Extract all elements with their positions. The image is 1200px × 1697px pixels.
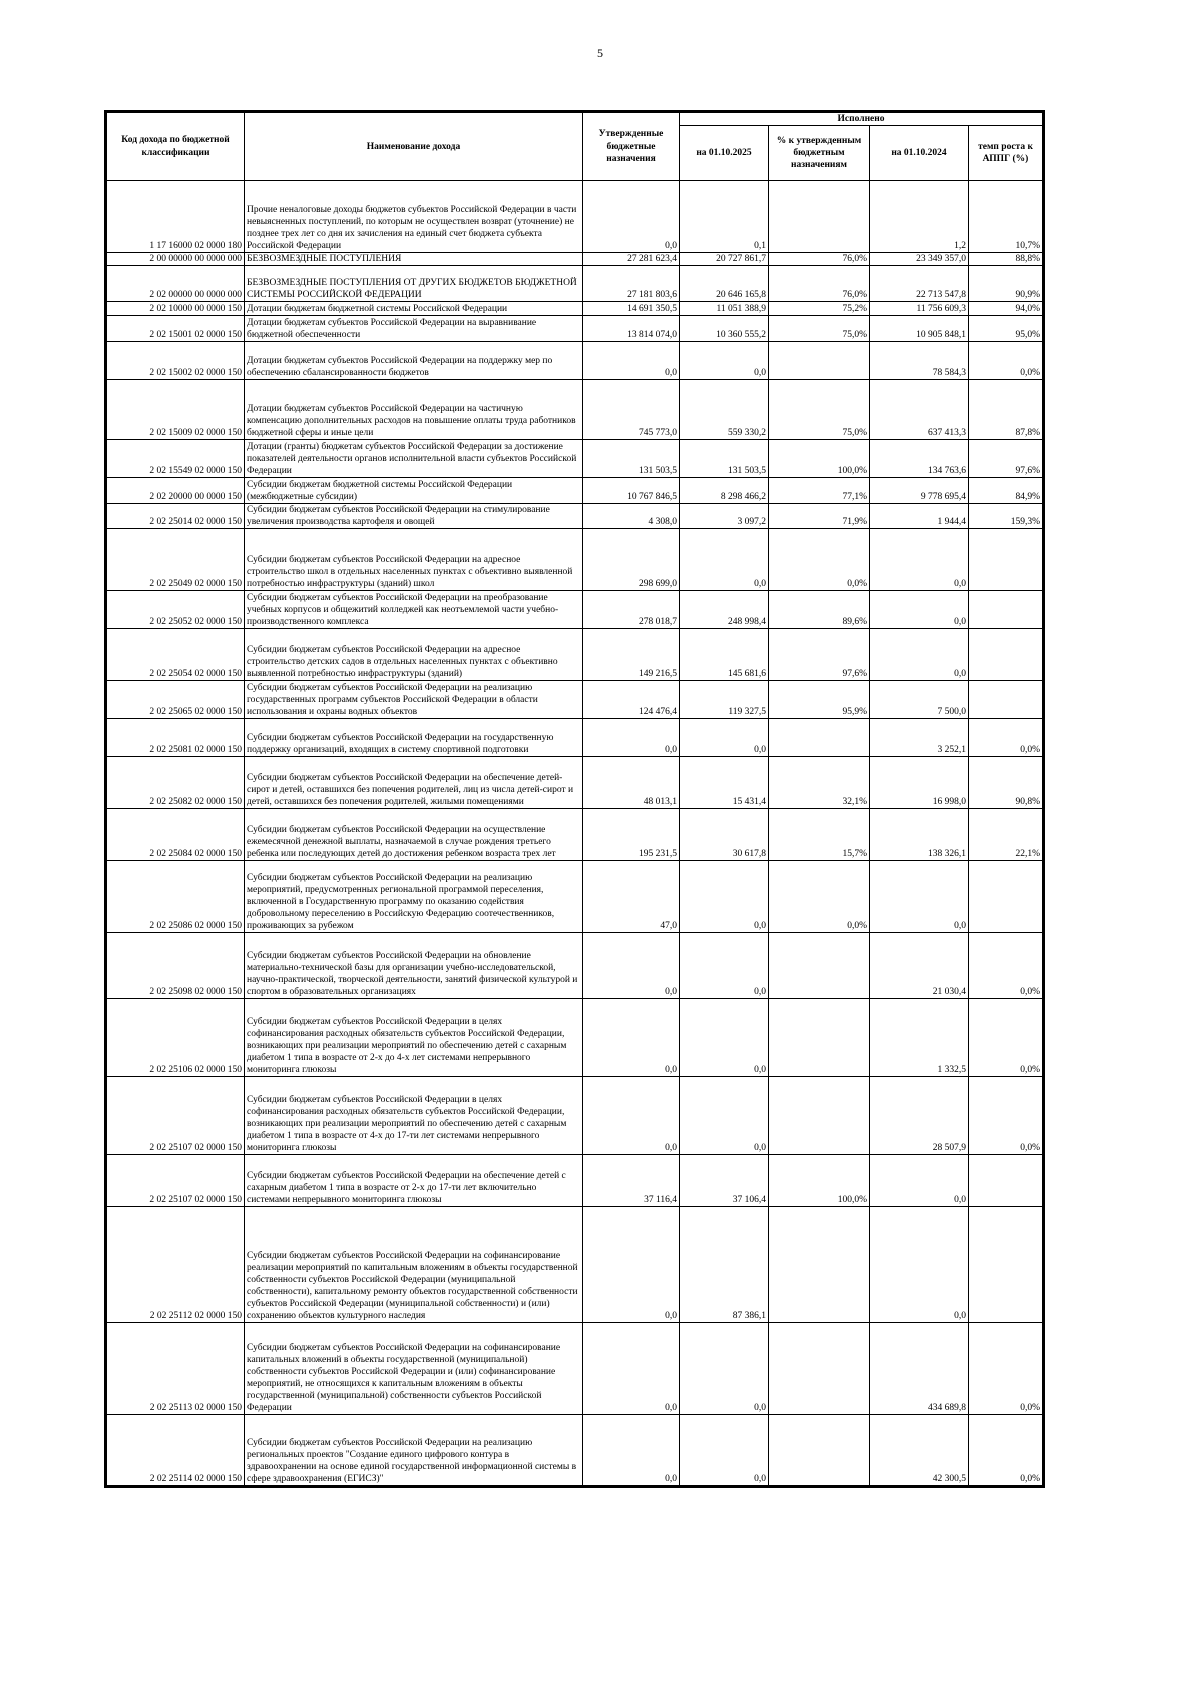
row-growth xyxy=(969,529,1044,591)
row-exec-2025: 20 646 165,8 xyxy=(680,266,769,302)
row-pct-approved: 32,1% xyxy=(769,757,870,809)
row-exec-2025: 10 360 555,2 xyxy=(680,316,769,342)
row-exec-2025: 0,0 xyxy=(680,719,769,757)
row-exec-2025: 30 617,8 xyxy=(680,809,769,861)
row-approved: 0,0 xyxy=(583,1323,680,1415)
header-exec-2025: на 01.10.2025 xyxy=(680,126,769,181)
row-exec-2024: 10 905 848,1 xyxy=(870,316,969,342)
row-growth xyxy=(969,629,1044,681)
row-pct-approved: 100,0% xyxy=(769,440,870,478)
table-row xyxy=(106,1207,1044,1323)
row-pct-approved: 76,0% xyxy=(769,266,870,302)
row-code: 2 02 15549 02 0000 150 xyxy=(106,440,245,478)
row-name: Субсидии бюджетам субъектов Российской Федерации на осуществление ежемесячной денежной выплаты, назначаемой в случае рождения третьего ребенка или последующих детей до достижения ребенком возраста трех лет xyxy=(245,809,583,861)
row-growth: 0,0% xyxy=(969,1323,1044,1415)
row-growth: 0,0% xyxy=(969,1415,1044,1487)
row-exec-2024: 0,0 xyxy=(870,1155,969,1207)
row-exec-2025: 0,1 xyxy=(680,181,769,253)
row-approved: 0,0 xyxy=(583,719,680,757)
row-pct-approved: 75,0% xyxy=(769,316,870,342)
row-name: Дотации бюджетам бюджетной системы Российской Федерации xyxy=(245,302,583,316)
row-pct-approved xyxy=(769,933,870,999)
row-exec-2025: 559 330,2 xyxy=(680,380,769,440)
row-code: 2 02 25065 02 0000 150 xyxy=(106,681,245,719)
row-exec-2025: 20 727 861,7 xyxy=(680,253,769,266)
header-pct-approved: % к утвержденным бюджетным назначениям xyxy=(769,126,870,181)
table-row xyxy=(106,529,1044,591)
row-code: 2 02 25086 02 0000 150 xyxy=(106,861,245,933)
header-approved: Утвержденные бюджетные назначения xyxy=(583,112,680,181)
table-row xyxy=(106,1077,1044,1155)
table-row xyxy=(106,719,1044,757)
table-row xyxy=(106,809,1044,861)
row-pct-approved xyxy=(769,1323,870,1415)
row-exec-2025: 37 106,4 xyxy=(680,1155,769,1207)
row-exec-2024: 28 507,9 xyxy=(870,1077,969,1155)
row-name: Субсидии бюджетам субъектов Российской Федерации на реализацию региональных проектов "Создание единого цифрового контура в здравоохранении на основе единой государственной информационной системы в сфере здравоохранения (ЕГИСЗ)" xyxy=(245,1415,583,1487)
row-exec-2024: 16 998,0 xyxy=(870,757,969,809)
row-exec-2025: 3 097,2 xyxy=(680,504,769,529)
row-growth xyxy=(969,681,1044,719)
row-name: Субсидии бюджетам субъектов Российской Федерации в целях софинансирования расходных обязательств субъектов Российской Федерации, возникающих при реализации мероприятий по обеспечению детей с сахарным диабетом 1 типа в возрасте от 4-х до 17-ти лет системами непрерывного мониторинга глюкозы xyxy=(245,1077,583,1155)
row-exec-2024: 0,0 xyxy=(870,1207,969,1323)
row-exec-2024: 0,0 xyxy=(870,629,969,681)
row-growth: 0,0% xyxy=(969,719,1044,757)
table-row xyxy=(106,440,1044,478)
row-exec-2024: 1 332,5 xyxy=(870,999,969,1077)
row-approved: 278 018,7 xyxy=(583,591,680,629)
row-exec-2025: 0,0 xyxy=(680,342,769,380)
row-growth: 90,8% xyxy=(969,757,1044,809)
row-growth: 0,0% xyxy=(969,342,1044,380)
table-body xyxy=(106,181,1044,1487)
row-approved: 37 116,4 xyxy=(583,1155,680,1207)
row-code: 2 02 25113 02 0000 150 xyxy=(106,1323,245,1415)
row-code: 2 00 00000 00 0000 000 xyxy=(106,253,245,266)
row-growth: 0,0% xyxy=(969,999,1044,1077)
row-code: 2 02 25107 02 0000 150 xyxy=(106,1077,245,1155)
row-code: 2 02 00000 00 0000 000 xyxy=(106,266,245,302)
row-approved: 0,0 xyxy=(583,181,680,253)
row-name: Субсидии бюджетам субъектов Российской Федерации на реализацию мероприятий, предусмотренных региональной программой переселения, включенной в Государственную программу по оказанию содействия добровольному переселению в Российскую Федерацию соотечественников, проживающих за рубежом xyxy=(245,861,583,933)
row-growth: 95,0% xyxy=(969,316,1044,342)
row-code: 2 02 25112 02 0000 150 xyxy=(106,1207,245,1323)
row-pct-approved xyxy=(769,342,870,380)
row-name: Субсидии бюджетам субъектов Российской Федерации на адресное строительство школ в отдельных населенных пунктах с объективно выявленной потребностью инфраструктуры (зданий) школ xyxy=(245,529,583,591)
row-growth: 84,9% xyxy=(969,478,1044,504)
row-code: 2 02 20000 00 0000 150 xyxy=(106,478,245,504)
table-row xyxy=(106,999,1044,1077)
row-growth: 88,8% xyxy=(969,253,1044,266)
row-growth: 0,0% xyxy=(969,933,1044,999)
row-growth: 10,7% xyxy=(969,181,1044,253)
row-code: 2 02 25106 02 0000 150 xyxy=(106,999,245,1077)
row-pct-approved: 100,0% xyxy=(769,1155,870,1207)
row-pct-approved: 97,6% xyxy=(769,629,870,681)
revenue-table xyxy=(104,110,1045,1488)
row-code: 2 02 15009 02 0000 150 xyxy=(106,380,245,440)
row-code: 2 02 25082 02 0000 150 xyxy=(106,757,245,809)
table-row xyxy=(106,181,1044,253)
row-code: 1 17 16000 02 0000 180 xyxy=(106,181,245,253)
header-exec-2024: на 01.10.2024 xyxy=(870,126,969,181)
row-exec-2025: 119 327,5 xyxy=(680,681,769,719)
table-row xyxy=(106,316,1044,342)
row-exec-2024: 3 252,1 xyxy=(870,719,969,757)
row-approved: 745 773,0 xyxy=(583,380,680,440)
row-pct-approved xyxy=(769,999,870,1077)
row-exec-2025: 0,0 xyxy=(680,529,769,591)
row-exec-2024: 637 413,3 xyxy=(870,380,969,440)
row-exec-2024: 11 756 609,3 xyxy=(870,302,969,316)
header-code: Код дохода по бюджетной классификации xyxy=(106,112,245,181)
row-exec-2025: 0,0 xyxy=(680,1323,769,1415)
table-row xyxy=(106,933,1044,999)
row-code: 2 02 25081 02 0000 150 xyxy=(106,719,245,757)
row-pct-approved: 0,0% xyxy=(769,861,870,933)
table-row xyxy=(106,861,1044,933)
row-name: Дотации бюджетам субъектов Российской Федерации на частичную компенсацию дополнительных расходов на повышение оплаты труда работников бюджетной сферы и иные цели xyxy=(245,380,583,440)
table-row xyxy=(106,266,1044,302)
row-pct-approved: 89,6% xyxy=(769,591,870,629)
row-name: БЕЗВОЗМЕЗДНЫЕ ПОСТУПЛЕНИЯ ОТ ДРУГИХ БЮДЖЕТОВ БЮДЖЕТНОЙ СИСТЕМЫ РОССИЙСКОЙ ФЕДЕРАЦИИ xyxy=(245,266,583,302)
row-exec-2025: 11 051 388,9 xyxy=(680,302,769,316)
header-executed-group: Исполнено xyxy=(680,112,1044,126)
row-code: 2 02 15002 02 0000 150 xyxy=(106,342,245,380)
row-code: 2 02 25114 02 0000 150 xyxy=(106,1415,245,1487)
row-name: Дотации бюджетам субъектов Российской Федерации на поддержку мер по обеспечению сбалансированности бюджетов xyxy=(245,342,583,380)
table-row xyxy=(106,1155,1044,1207)
row-approved: 195 231,5 xyxy=(583,809,680,861)
row-pct-approved: 95,9% xyxy=(769,681,870,719)
table-row xyxy=(106,1323,1044,1415)
row-code: 2 02 25098 02 0000 150 xyxy=(106,933,245,999)
header-name: Наименование дохода xyxy=(245,112,583,181)
row-pct-approved xyxy=(769,181,870,253)
row-pct-approved xyxy=(769,1077,870,1155)
row-name: Прочие неналоговые доходы бюджетов субъектов Российской Федерации в части невыясненных поступлений, по которым не осуществлен возврат (уточнение) не позднее трех лет со дня их зачисления на единый счет бюджета субъекта Российской Федерации xyxy=(245,181,583,253)
row-exec-2025: 0,0 xyxy=(680,861,769,933)
row-exec-2025: 87 386,1 xyxy=(680,1207,769,1323)
row-name: Дотации (гранты) бюджетам субъектов Российской Федерации за достижение показателей деятельности органов исполнительной власти субъектов Российской Федерации xyxy=(245,440,583,478)
row-exec-2024: 1 944,4 xyxy=(870,504,969,529)
table-row xyxy=(106,681,1044,719)
row-name: Субсидии бюджетам бюджетной системы Российской Федерации (межбюджетные субсидии) xyxy=(245,478,583,504)
row-approved: 27 281 623,4 xyxy=(583,253,680,266)
row-name: Субсидии бюджетам субъектов Российской Федерации на обеспечение детей с сахарным диабетом 1 типа в возрасте от 2-х до 17-ти лет включительно системами непрерывного мониторинга глюкозы xyxy=(245,1155,583,1207)
row-approved: 0,0 xyxy=(583,342,680,380)
row-growth: 94,0% xyxy=(969,302,1044,316)
row-growth xyxy=(969,1155,1044,1207)
row-growth: 22,1% xyxy=(969,809,1044,861)
row-code: 2 02 15001 02 0000 150 xyxy=(106,316,245,342)
row-growth xyxy=(969,591,1044,629)
row-exec-2024: 7 500,0 xyxy=(870,681,969,719)
row-code: 2 02 25052 02 0000 150 xyxy=(106,591,245,629)
table-row xyxy=(106,1415,1044,1487)
row-approved: 0,0 xyxy=(583,999,680,1077)
row-name: Субсидии бюджетам субъектов Российской Федерации на преобразование учебных корпусов и общежитий колледжей как неотъемлемой части учебно-производственного комплекса xyxy=(245,591,583,629)
row-exec-2025: 0,0 xyxy=(680,1415,769,1487)
row-pct-approved xyxy=(769,1415,870,1487)
row-name: Субсидии бюджетам субъектов Российской Федерации на государственную поддержку организаций, входящих в систему спортивной подготовки xyxy=(245,719,583,757)
row-exec-2024: 9 778 695,4 xyxy=(870,478,969,504)
table-row xyxy=(106,302,1044,316)
row-code: 2 02 10000 00 0000 150 xyxy=(106,302,245,316)
row-pct-approved: 0,0% xyxy=(769,529,870,591)
row-name: Субсидии бюджетам субъектов Российской Федерации на софинансирование реализации мероприятий по капитальным вложениям в объекты государственной собственности субъектов Российской Федерации (муниципальной собственности), капитальному ремонту объектов государственной собственности субъектов Российской Федерации (муниципальной собственности) и (или) сохранению объектов культурного наследия xyxy=(245,1207,583,1323)
row-pct-approved: 71,9% xyxy=(769,504,870,529)
row-pct-approved: 15,7% xyxy=(769,809,870,861)
table-row xyxy=(106,757,1044,809)
row-pct-approved: 75,2% xyxy=(769,302,870,316)
row-exec-2024: 134 763,6 xyxy=(870,440,969,478)
row-approved: 0,0 xyxy=(583,1077,680,1155)
row-name: Субсидии бюджетам субъектов Российской Федерации на обновление материально-технической базы для организации учебно-исследовательской, научно-практической, творческой деятельности, занятий физической культурой и спортом в образовательных организациях xyxy=(245,933,583,999)
row-exec-2025: 0,0 xyxy=(680,1077,769,1155)
row-approved: 14 691 350,5 xyxy=(583,302,680,316)
row-exec-2025: 0,0 xyxy=(680,999,769,1077)
row-name: Субсидии бюджетам субъектов Российской Федерации на софинансирование капитальных вложений в объекты государственной (муниципальной) собственности субъектов Российской Федерации и (или) софинансирование мероприятий, не относящихся к капитальным вложениям в объекты государственной (муниципальной) собственности субъектов Российской Федерации xyxy=(245,1323,583,1415)
row-exec-2024: 138 326,1 xyxy=(870,809,969,861)
row-approved: 27 181 803,6 xyxy=(583,266,680,302)
row-exec-2024: 434 689,8 xyxy=(870,1323,969,1415)
row-approved: 298 699,0 xyxy=(583,529,680,591)
row-exec-2024: 0,0 xyxy=(870,861,969,933)
row-exec-2024: 23 349 357,0 xyxy=(870,253,969,266)
row-name: Субсидии бюджетам субъектов Российской Федерации в целях софинансирования расходных обязательств субъектов Российской Федерации, возникающих при реализации мероприятий по обеспечению детей с сахарным диабетом 1 типа в возрасте от 2-х до 4-х лет системами непрерывного мониторинга глюкозы xyxy=(245,999,583,1077)
row-code: 2 02 25084 02 0000 150 xyxy=(106,809,245,861)
table-row xyxy=(106,342,1044,380)
row-exec-2025: 0,0 xyxy=(680,933,769,999)
row-growth: 0,0% xyxy=(969,1077,1044,1155)
page-number: 5 xyxy=(597,46,603,60)
row-name: Субсидии бюджетам субъектов Российской Федерации на реализацию государственных программ субъектов Российской Федерации в области использования и охраны водных объектов xyxy=(245,681,583,719)
row-exec-2025: 15 431,4 xyxy=(680,757,769,809)
row-growth xyxy=(969,1207,1044,1323)
row-approved: 124 476,4 xyxy=(583,681,680,719)
row-exec-2025: 248 998,4 xyxy=(680,591,769,629)
row-exec-2024: 0,0 xyxy=(870,591,969,629)
row-pct-approved xyxy=(769,1207,870,1323)
row-approved: 4 308,0 xyxy=(583,504,680,529)
row-exec-2024: 0,0 xyxy=(870,529,969,591)
row-approved: 149 216,5 xyxy=(583,629,680,681)
row-code: 2 02 25049 02 0000 150 xyxy=(106,529,245,591)
row-exec-2025: 8 298 466,2 xyxy=(680,478,769,504)
row-approved: 48 013,1 xyxy=(583,757,680,809)
row-name: БЕЗВОЗМЕЗДНЫЕ ПОСТУПЛЕНИЯ xyxy=(245,253,583,266)
row-exec-2024: 22 713 547,8 xyxy=(870,266,969,302)
row-name: Дотации бюджетам субъектов Российской Федерации на выравнивание бюджетной обеспеченности xyxy=(245,316,583,342)
row-exec-2024: 42 300,5 xyxy=(870,1415,969,1487)
row-name: Субсидии бюджетам субъектов Российской Федерации на обеспечение детей-сирот и детей, оставшихся без попечения родителей, лиц из числа детей-сирот и детей, оставшихся без попечения родителей, жилыми помещениями xyxy=(245,757,583,809)
row-approved: 131 503,5 xyxy=(583,440,680,478)
table-row xyxy=(106,380,1044,440)
table-row xyxy=(106,629,1044,681)
row-name: Субсидии бюджетам субъектов Российской Федерации на стимулирование увеличения производства картофеля и овощей xyxy=(245,504,583,529)
table-row xyxy=(106,591,1044,629)
row-code: 2 02 25054 02 0000 150 xyxy=(106,629,245,681)
row-growth: 159,3% xyxy=(969,504,1044,529)
row-approved: 0,0 xyxy=(583,933,680,999)
row-name: Субсидии бюджетам субъектов Российской Федерации на адресное строительство детских садов в отдельных населенных пунктах с объективно выявленной потребностью инфраструктуры (зданий) xyxy=(245,629,583,681)
row-approved: 13 814 074,0 xyxy=(583,316,680,342)
table-row xyxy=(106,504,1044,529)
row-growth: 87,8% xyxy=(969,380,1044,440)
row-pct-approved xyxy=(769,719,870,757)
row-approved: 47,0 xyxy=(583,861,680,933)
row-exec-2025: 145 681,6 xyxy=(680,629,769,681)
row-exec-2024: 21 030,4 xyxy=(870,933,969,999)
row-exec-2025: 131 503,5 xyxy=(680,440,769,478)
header-growth: темп роста к АППГ (%) xyxy=(969,126,1044,181)
row-growth xyxy=(969,861,1044,933)
row-growth: 97,6% xyxy=(969,440,1044,478)
row-approved: 0,0 xyxy=(583,1207,680,1323)
row-code: 2 02 25014 02 0000 150 xyxy=(106,504,245,529)
row-pct-approved: 75,0% xyxy=(769,380,870,440)
row-approved: 10 767 846,5 xyxy=(583,478,680,504)
row-growth: 90,9% xyxy=(969,266,1044,302)
row-exec-2024: 78 584,3 xyxy=(870,342,969,380)
table-row xyxy=(106,478,1044,504)
row-exec-2024: 1,2 xyxy=(870,181,969,253)
row-pct-approved: 76,0% xyxy=(769,253,870,266)
table-row xyxy=(106,253,1044,266)
row-pct-approved: 77,1% xyxy=(769,478,870,504)
row-code: 2 02 25107 02 0000 150 xyxy=(106,1155,245,1207)
row-approved: 0,0 xyxy=(583,1415,680,1487)
